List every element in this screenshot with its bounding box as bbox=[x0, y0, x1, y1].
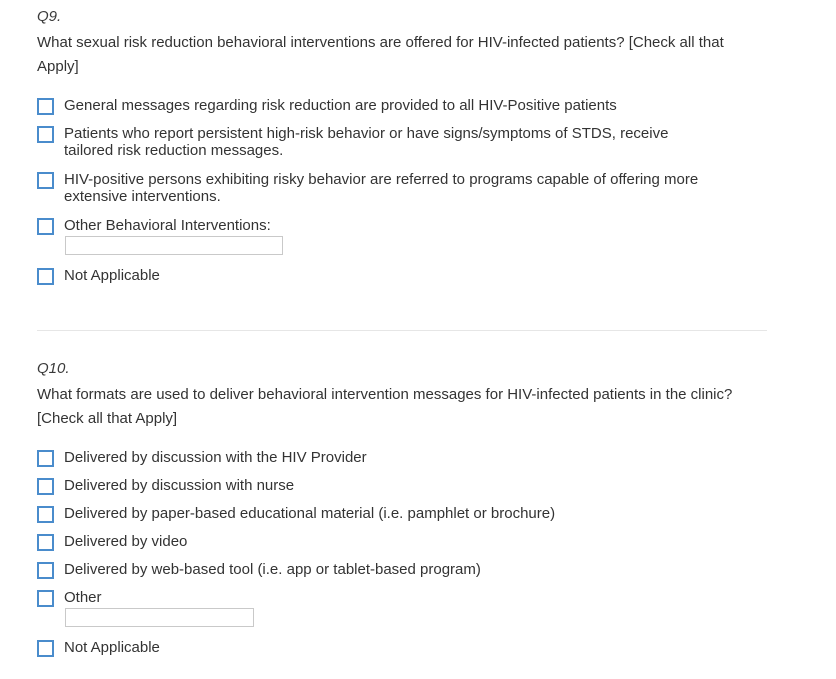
choice-paper-material[interactable] bbox=[37, 505, 714, 523]
choice-label[interactable]: Delivered by web-based tool (i.e. app or tablet-based program) bbox=[64, 561, 481, 578]
other-interventions-input[interactable] bbox=[65, 236, 283, 255]
checkbox[interactable] bbox=[37, 640, 54, 657]
choice-label[interactable]: HIV-positive persons exhibiting risky behavior are referred to programs capable of offering more extensive interventions. bbox=[64, 171, 699, 205]
checkbox[interactable] bbox=[37, 562, 54, 579]
checkbox[interactable] bbox=[37, 590, 54, 607]
question-number: Q10. bbox=[37, 360, 70, 377]
choice-hiv-provider[interactable] bbox=[37, 449, 714, 467]
other-format-input[interactable] bbox=[65, 608, 254, 627]
choice-tailored-messages[interactable] bbox=[37, 125, 714, 159]
checkbox[interactable] bbox=[37, 478, 54, 495]
checkbox[interactable] bbox=[37, 506, 54, 523]
choice-other[interactable] bbox=[37, 589, 714, 607]
choice-not-applicable[interactable] bbox=[37, 267, 714, 285]
choice-label[interactable]: Not Applicable bbox=[64, 639, 160, 656]
choice-label[interactable]: Patients who report persistent high-risk behavior or have signs/symptoms of STDS, receive tailored risk reduction messages. bbox=[64, 125, 669, 159]
choice-label[interactable]: Delivered by discussion with the HIV Provider bbox=[64, 449, 367, 466]
checkbox[interactable] bbox=[37, 172, 54, 189]
choice-other-interventions[interactable] bbox=[37, 217, 714, 235]
question-separator bbox=[37, 330, 767, 331]
checkbox[interactable] bbox=[37, 268, 54, 285]
checkbox[interactable] bbox=[37, 126, 54, 143]
choice-label[interactable]: Other Behavioral Interventions: bbox=[64, 217, 271, 234]
checkbox[interactable] bbox=[37, 534, 54, 551]
choice-not-applicable[interactable] bbox=[37, 639, 714, 657]
choice-general-messages[interactable] bbox=[37, 97, 714, 115]
choice-nurse[interactable] bbox=[37, 477, 714, 495]
choice-referred-programs[interactable] bbox=[37, 171, 714, 205]
checkbox[interactable] bbox=[37, 98, 54, 115]
question-text: What formats are used to deliver behavioral intervention messages for HIV-infected patients in the clinic? [Check all that Apply] bbox=[37, 386, 733, 427]
choice-label[interactable]: Other bbox=[64, 589, 102, 606]
question-number: Q9. bbox=[37, 8, 62, 25]
question-q9 bbox=[37, 8, 767, 308]
choice-label[interactable]: Delivered by discussion with nurse bbox=[64, 477, 295, 494]
checkbox[interactable] bbox=[37, 450, 54, 467]
checkbox[interactable] bbox=[37, 218, 54, 235]
choice-web-tool[interactable] bbox=[37, 561, 714, 579]
choice-video[interactable] bbox=[37, 533, 714, 551]
question-q10 bbox=[37, 360, 767, 670]
choice-label[interactable]: Delivered by paper-based educational material (i.e. pamphlet or brochure) bbox=[64, 505, 556, 522]
choice-label[interactable]: Delivered by video bbox=[64, 533, 188, 550]
choice-label[interactable]: General messages regarding risk reduction are provided to all HIV-Positive patients bbox=[64, 97, 617, 114]
question-text: What sexual risk reduction behavioral interventions are offered for HIV-infected patients? [Check all that Apply] bbox=[37, 34, 724, 75]
choice-label[interactable]: Not Applicable bbox=[64, 267, 160, 284]
